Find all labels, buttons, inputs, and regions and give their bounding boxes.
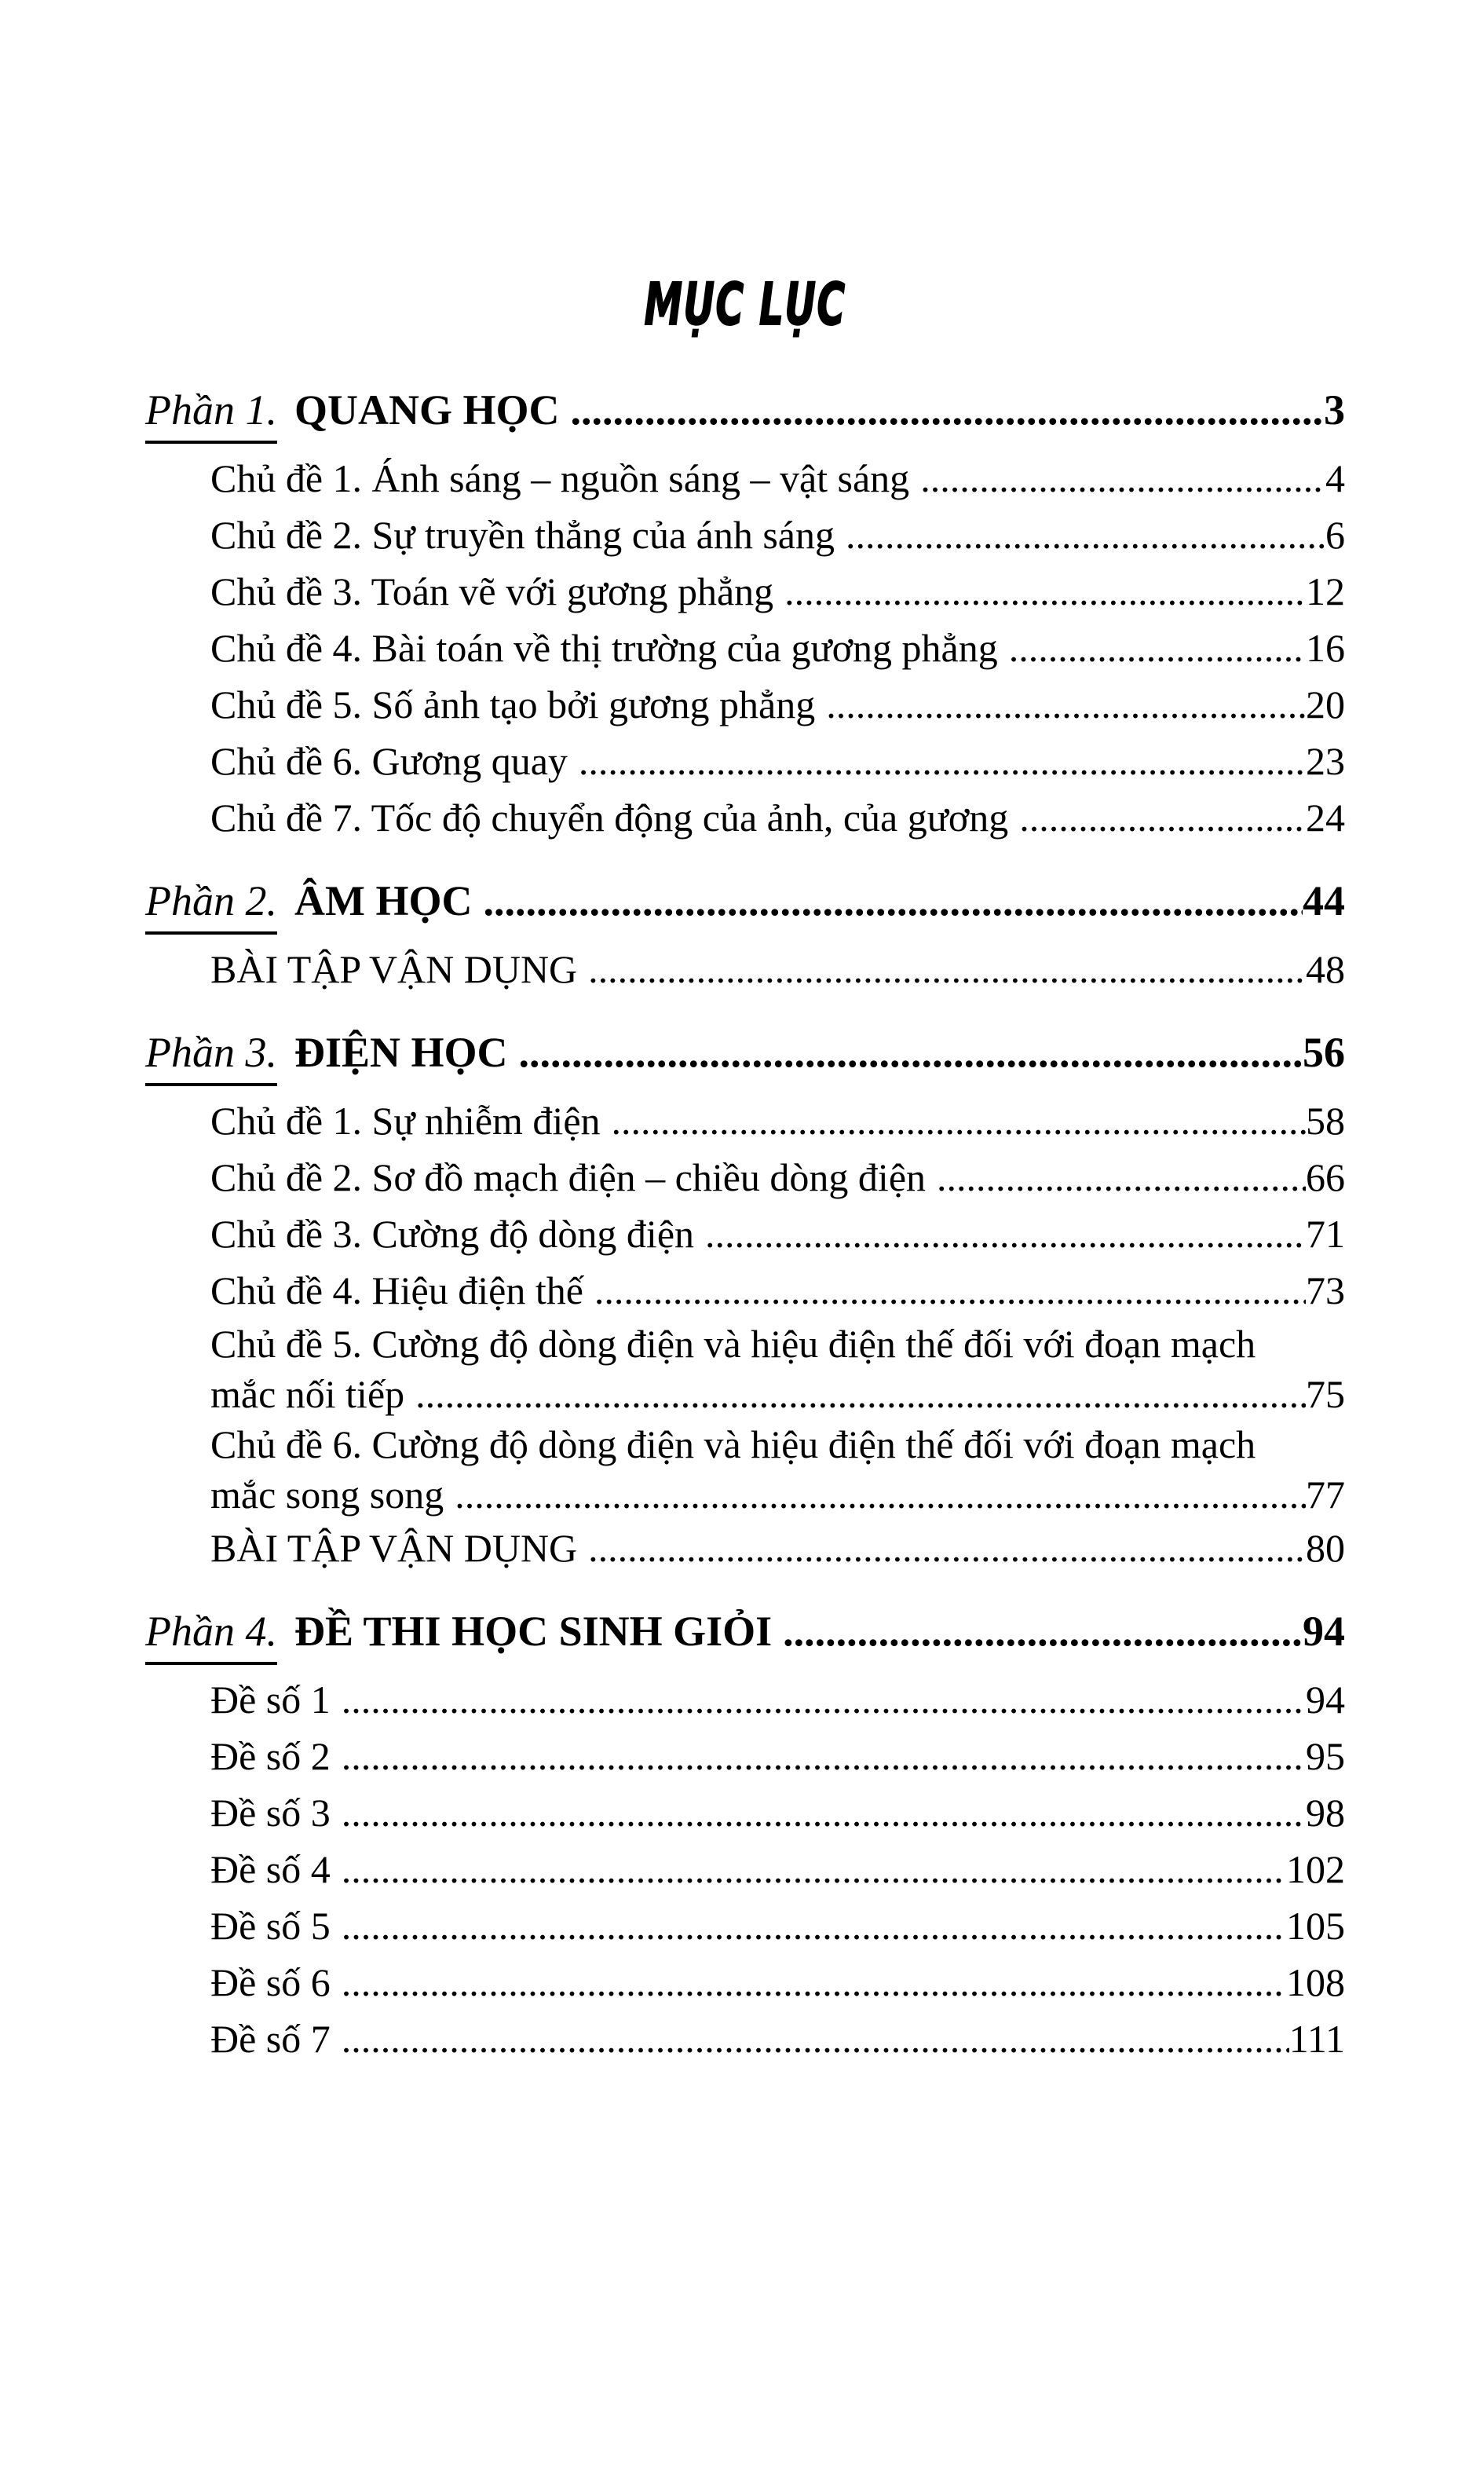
- toc-item-row: [210, 1671, 1345, 1728]
- toc-row-page: 73: [1306, 1268, 1345, 1312]
- toc-row-label: Chủ đề 7. Tốc độ chuyển động của ảnh, của gương: [210, 796, 1009, 840]
- section-number-label: Phần 3.: [145, 1024, 277, 1086]
- leader-dots: [342, 2011, 1289, 2067]
- toc-item-line2: [210, 1369, 1345, 1419]
- toc-row-label: Chủ đề 3. Toán vẽ với gương phẳng: [210, 569, 774, 613]
- toc-item-row: [210, 450, 1345, 507]
- toc-row-page: 98: [1306, 1791, 1345, 1835]
- toc-item-line1: [210, 1319, 1345, 1369]
- toc-row-page: 94: [1303, 1608, 1345, 1655]
- toc-row-label: Đề số 2: [210, 1734, 331, 1778]
- leader-dots: [571, 382, 1325, 438]
- leader-dots: [937, 1149, 1306, 1206]
- section-number-label: Phần 1.: [145, 382, 277, 444]
- leader-dots: [920, 450, 1325, 507]
- toc-row-label: Chủ đề 4. Bài toán về thị trường của gương phẳng: [210, 626, 998, 670]
- page-title: MỤC LỤC: [644, 271, 846, 338]
- toc-row-label: Chủ đề 3. Cường độ dòng điện: [210, 1212, 695, 1256]
- toc-item-line2: [210, 1469, 1345, 1520]
- toc-row-label: Đề số 6: [210, 1960, 331, 2004]
- section-title-label: ÂM HỌC: [294, 877, 473, 924]
- toc-row-label: Chủ đề 6. Gương quay: [210, 739, 568, 783]
- toc-row-page: 102: [1286, 1847, 1345, 1891]
- leader-dots: [342, 1954, 1286, 2011]
- toc-section-row: [145, 1603, 1345, 1665]
- toc-item-row: [210, 1262, 1345, 1319]
- section-number-label: Phần 2.: [145, 873, 277, 935]
- leader-dots: [1009, 620, 1306, 676]
- toc-row-label: Chủ đề 1. Ánh sáng – nguồn sáng – vật sáng: [210, 456, 910, 500]
- toc-item-row: [210, 676, 1345, 733]
- section-title-label: QUANG HỌC: [294, 386, 560, 434]
- toc-row-page: 80: [1306, 1526, 1345, 1570]
- toc-item-row: [210, 941, 1345, 997]
- leader-dots: [342, 1841, 1286, 1897]
- toc-row-label: BÀI TẬP VẬN DỤNG: [210, 947, 578, 991]
- toc-content: [0, 254, 1484, 2067]
- toc-row-page: 24: [1306, 796, 1345, 840]
- leader-dots: [455, 1469, 1306, 1520]
- section-title-label: ĐỀ THI HỌC SINH GIỎI: [294, 1608, 773, 1655]
- toc-row-page: 44: [1303, 877, 1345, 924]
- toc-row-page: 66: [1306, 1155, 1345, 1199]
- toc-item-row: [210, 563, 1345, 620]
- leader-dots: [588, 941, 1306, 997]
- leader-dots: [415, 1369, 1306, 1419]
- toc-row-label: Chủ đề 2. Sơ đồ mạch điện – chiều dòng điện: [210, 1155, 927, 1199]
- toc-item-row: [210, 1784, 1345, 1841]
- toc-row-page: 58: [1306, 1099, 1345, 1143]
- leader-dots: [483, 873, 1303, 929]
- leader-dots: [783, 1603, 1303, 1659]
- toc-row-page: 12: [1306, 569, 1345, 613]
- leader-dots: [784, 563, 1306, 620]
- toc-item-row: [210, 1319, 1345, 1419]
- toc-item-row: [210, 733, 1345, 789]
- toc-row-label: Đề số 7: [210, 2017, 331, 2061]
- toc-row-label: BÀI TẬP VẬN DỤNG: [210, 1526, 578, 1570]
- leader-dots: [519, 1024, 1303, 1081]
- toc-row-label: Đề số 5: [210, 1904, 331, 1948]
- leader-dots: [342, 1784, 1306, 1841]
- leader-dots: [594, 1262, 1306, 1319]
- leader-dots: [826, 676, 1306, 733]
- toc-row-label: Chủ đề 1. Sự nhiễm điện: [210, 1099, 601, 1143]
- toc-item-row: [210, 2011, 1345, 2067]
- toc-row-page: 77: [1306, 1473, 1345, 1517]
- toc-row-label-continued: mắc nối tiếp: [210, 1372, 405, 1416]
- toc-row-page: 4: [1325, 456, 1345, 500]
- toc-row-page: 23: [1306, 739, 1345, 783]
- leader-dots: [705, 1206, 1306, 1262]
- toc-item-row: [210, 1841, 1345, 1897]
- toc-item-row: [210, 507, 1345, 563]
- toc-row-page: 108: [1286, 1960, 1345, 2004]
- toc-row-label: Chủ đề 4. Hiệu điện thế: [210, 1268, 583, 1312]
- section-number-label: Phần 4.: [145, 1603, 277, 1665]
- toc-item-row: [210, 1419, 1345, 1520]
- leader-dots: [846, 507, 1325, 563]
- toc-item-row: [210, 1897, 1345, 1954]
- toc-row-label: Đề số 1: [210, 1678, 331, 1722]
- toc-row-label: Đề số 3: [210, 1791, 331, 1835]
- toc-row-label: Chủ đề 5. Số ảnh tạo bởi gương phẳng: [210, 682, 816, 726]
- toc-row-page: 3: [1324, 386, 1345, 434]
- section-title-label: ĐIỆN HỌC: [294, 1029, 508, 1076]
- toc-item-row: [210, 620, 1345, 676]
- toc-row-page: 6: [1325, 513, 1345, 557]
- toc-row-page: 56: [1303, 1029, 1345, 1076]
- toc-item-row: [210, 1954, 1345, 2011]
- leader-dots: [1019, 789, 1306, 846]
- toc-section-row: [145, 1024, 1345, 1086]
- toc-list: [145, 382, 1345, 2067]
- toc-row-label: Chủ đề 2. Sự truyền thẳng của ánh sáng: [210, 513, 835, 557]
- leader-dots: [342, 1897, 1286, 1954]
- document-page: [0, 254, 1484, 2481]
- toc-row-label: Chủ đề 5. Cường độ dòng điện và hiệu điện thế đối với đoạn mạch: [210, 1322, 1256, 1366]
- toc-item-row: [210, 1728, 1345, 1784]
- toc-row-label: Chủ đề 6. Cường độ dòng điện và hiệu điện thế đối với đoạn mạch: [210, 1422, 1256, 1466]
- toc-row-page: 94: [1306, 1678, 1345, 1722]
- toc-item-row: [210, 1206, 1345, 1262]
- toc-item-row: [210, 1092, 1345, 1149]
- toc-row-page: 71: [1306, 1212, 1345, 1256]
- leader-dots: [588, 1520, 1306, 1576]
- toc-row-page: 105: [1286, 1904, 1345, 1948]
- toc-row-label: Đề số 4: [210, 1847, 331, 1891]
- toc-section-row: [145, 382, 1345, 444]
- toc-item-line1: [210, 1419, 1345, 1469]
- leader-dots: [342, 1671, 1306, 1728]
- toc-row-page: 16: [1306, 626, 1345, 670]
- leader-dots: [579, 733, 1306, 789]
- leader-dots: [342, 1728, 1306, 1784]
- toc-row-page: 95: [1306, 1734, 1345, 1778]
- toc-item-row: [210, 1520, 1345, 1576]
- toc-row-label-continued: mắc song song: [210, 1473, 444, 1517]
- toc-row-page: 48: [1306, 947, 1345, 991]
- toc-item-row: [210, 789, 1345, 846]
- toc-row-page: 20: [1306, 682, 1345, 726]
- toc-row-page: 111: [1288, 2017, 1345, 2061]
- toc-item-row: [210, 1149, 1345, 1206]
- toc-row-page: 75: [1306, 1372, 1345, 1416]
- leader-dots: [612, 1092, 1306, 1149]
- toc-section-row: [145, 873, 1345, 935]
